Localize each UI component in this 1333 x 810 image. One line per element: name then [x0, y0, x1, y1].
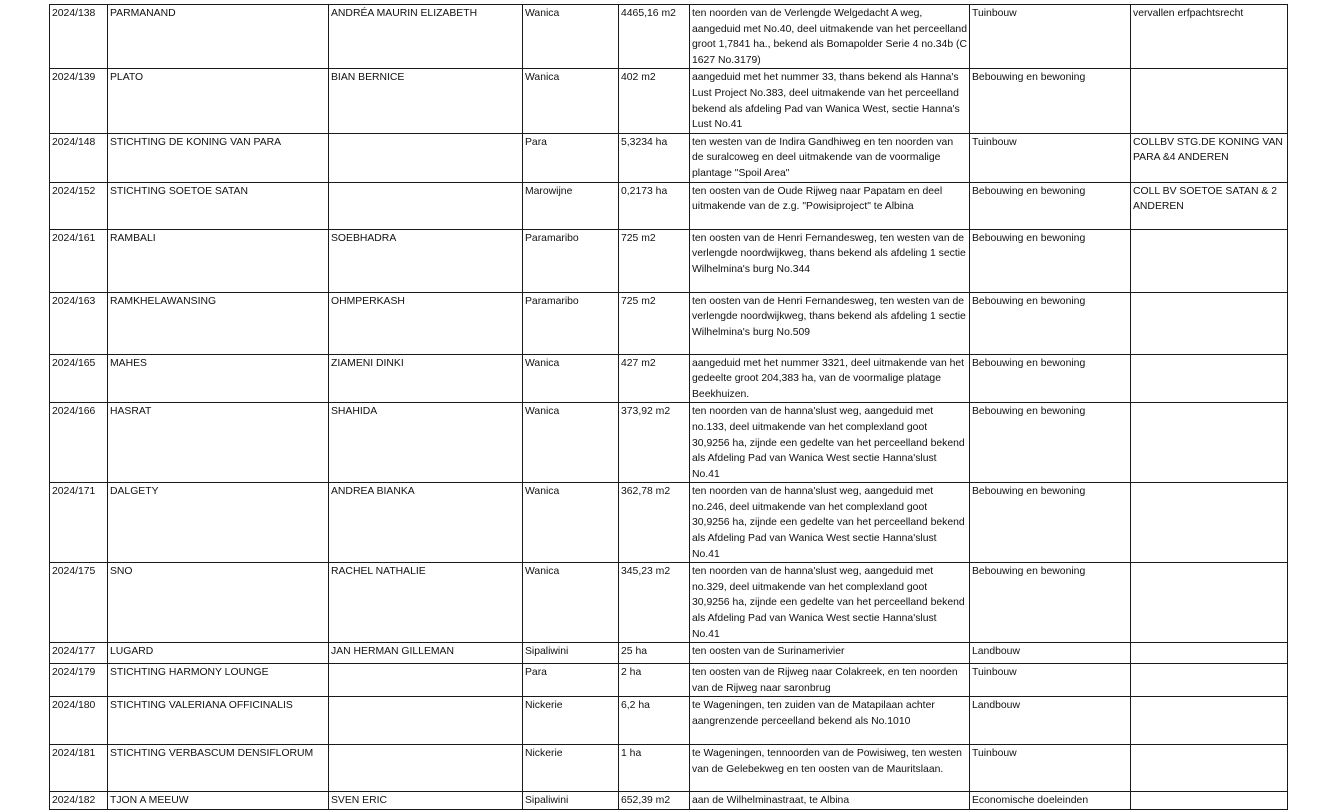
applicant-name-cell: MAHES	[108, 354, 329, 403]
applicant-name-cell: STICHTING HARMONY LOUNGE	[108, 664, 329, 697]
first-names-cell: OHMPERKASH	[329, 292, 523, 354]
file-number-cell: 2024/139	[50, 69, 108, 133]
register-row	[50, 643, 1288, 664]
location-description-cell: ten oosten van de Oude Rijweg naar Papatam en deel uitmakende van de z.g. "Powisiproject" te Albina	[690, 182, 970, 229]
land-use-purpose-cell: Tuinbouw	[970, 133, 1131, 182]
remarks-cell	[1131, 69, 1288, 133]
file-number-cell: 2024/161	[50, 229, 108, 292]
area-cell: 402 m2	[619, 69, 690, 133]
location-description-cell: ten noorden van de hanna'slust weg, aangeduid met no.329, deel uitmakende van het complexland goot 30,9256 ha, zijnde een gedelte van het perceelland bekend als Afdeling Pad van Wanica West sectie Hanna'slust No.41	[690, 563, 970, 643]
applicant-name-cell: STICHTING VALERIANA OFFICINALIS	[108, 697, 329, 745]
first-names-cell: SVEN ERIC	[329, 792, 523, 810]
land-use-purpose-cell: Landbouw	[970, 697, 1131, 745]
area-cell: 5,3234 ha	[619, 133, 690, 182]
land-use-purpose-cell: Bebouwing en bewoning	[970, 483, 1131, 563]
first-names-cell: SOEBHADRA	[329, 229, 523, 292]
first-names-cell: ANDRÉA MAURIN ELIZABETH	[329, 5, 523, 69]
land-use-purpose-cell: Bebouwing en bewoning	[970, 182, 1131, 229]
remarks-cell: vervallen erfpachtsrecht	[1131, 5, 1288, 69]
location-description-cell: te Wageningen, ten zuiden van de Matapilaan achter aangrenzende perceelland bekend als No.1010	[690, 697, 970, 745]
register-row	[50, 229, 1288, 292]
register-row	[50, 745, 1288, 792]
district-cell: Wanica	[523, 403, 619, 483]
register-body	[50, 5, 1288, 810]
applicant-name-cell: RAMBALI	[108, 229, 329, 292]
remarks-cell	[1131, 229, 1288, 292]
remarks-cell	[1131, 664, 1288, 697]
applicant-name-cell: STICHTING SOETOE SATAN	[108, 182, 329, 229]
register-row	[50, 697, 1288, 745]
register-row	[50, 182, 1288, 229]
allocation-register-table	[49, 4, 1288, 810]
area-cell: 25 ha	[619, 643, 690, 664]
remarks-cell	[1131, 354, 1288, 403]
register-row	[50, 664, 1288, 697]
location-description-cell: aangeduid met het nummer 33, thans bekend als Hanna's Lust Project No.383, deel uitmakende van het perceelland bekend als afdeling Pad van Wanica West, sectie Hanna's Lust No.41	[690, 69, 970, 133]
location-description-cell: ten noorden van de Verlengde Welgedacht A weg, aangeduid met No.40, deel uitmakende van het perceelland groot 1,7841 ha., bekend als Bomapolder Serie 4 no.34b (C 1627 No.3179)	[690, 5, 970, 69]
register-row	[50, 292, 1288, 354]
location-description-cell: te Wageningen, tennoorden van de Powisiweg, ten westen van de Gelebekweg en ten oosten van de Mauritslaan.	[690, 745, 970, 792]
location-description-cell: ten oosten van de Henri Fernandesweg, ten westen van de verlengde noordwijkweg, thans bekend als afdeling 1 sectie Wilhelmina's burg No.509	[690, 292, 970, 354]
register-row	[50, 403, 1288, 483]
remarks-cell	[1131, 292, 1288, 354]
land-use-purpose-cell: Bebouwing en bewoning	[970, 292, 1131, 354]
first-names-cell: RACHEL NATHALIE	[329, 563, 523, 643]
remarks-cell	[1131, 483, 1288, 563]
land-use-purpose-cell: Bebouwing en bewoning	[970, 563, 1131, 643]
register-row	[50, 354, 1288, 403]
district-cell: Sipaliwini	[523, 792, 619, 810]
location-description-cell: ten oosten van de Surinamerivier	[690, 643, 970, 664]
applicant-name-cell: PLATO	[108, 69, 329, 133]
first-names-cell: SHAHIDA	[329, 403, 523, 483]
district-cell: Para	[523, 664, 619, 697]
location-description-cell: ten noorden van de hanna'slust weg, aangeduid met no.246, deel uitmakende van het complexland goot 30,9256 ha, zijnde een gedelte van het perceelland bekend als Afdeling Pad van Wanica West sectie Hanna'slust No.41	[690, 483, 970, 563]
remarks-cell	[1131, 697, 1288, 745]
remarks-cell	[1131, 403, 1288, 483]
remarks-cell	[1131, 792, 1288, 810]
land-use-purpose-cell: Tuinbouw	[970, 745, 1131, 792]
file-number-cell: 2024/148	[50, 133, 108, 182]
area-cell: 373,92 m2	[619, 403, 690, 483]
area-cell: 725 m2	[619, 292, 690, 354]
file-number-cell: 2024/166	[50, 403, 108, 483]
district-cell: Wanica	[523, 354, 619, 403]
register-row	[50, 133, 1288, 182]
district-cell: Wanica	[523, 563, 619, 643]
location-description-cell: ten oosten van de Rijweg naar Colakreek, en ten noorden van de Rijweg naar saronbrug	[690, 664, 970, 697]
register-row	[50, 69, 1288, 133]
applicant-name-cell: TJON A MEEUW	[108, 792, 329, 810]
land-use-purpose-cell: Tuinbouw	[970, 664, 1131, 697]
land-use-purpose-cell: Tuinbouw	[970, 5, 1131, 69]
location-description-cell: ten oosten van de Henri Fernandesweg, ten westen van de verlengde noordwijkweg, thans bekend als afdeling 1 sectie Wilhelmina's burg No.344	[690, 229, 970, 292]
district-cell: Sipaliwini	[523, 643, 619, 664]
first-names-cell	[329, 182, 523, 229]
land-use-purpose-cell: Bebouwing en bewoning	[970, 229, 1131, 292]
location-description-cell: aangeduid met het nummer 3321, deel uitmakende van het gedeelte groot 204,383 ha, van de voormalige platage Beekhuizen.	[690, 354, 970, 403]
district-cell: Wanica	[523, 5, 619, 69]
land-use-purpose-cell: Bebouwing en bewoning	[970, 354, 1131, 403]
file-number-cell: 2024/171	[50, 483, 108, 563]
land-use-purpose-cell: Landbouw	[970, 643, 1131, 664]
land-use-purpose-cell: Bebouwing en bewoning	[970, 403, 1131, 483]
area-cell: 345,23 m2	[619, 563, 690, 643]
area-cell: 4465,16 m2	[619, 5, 690, 69]
location-description-cell: ten noorden van de hanna'slust weg, aangeduid met no.133, deel uitmakende van het complexland goot 30,9256 ha, zijnde een gedelte van het perceelland bekend als Afdeling Pad van Wanica West sectie Hanna'slust No.41	[690, 403, 970, 483]
remarks-cell: COLLBV STG.DE KONING VAN PARA &4 ANDEREN	[1131, 133, 1288, 182]
applicant-name-cell: RAMKHELAWANSING	[108, 292, 329, 354]
first-names-cell: BIAN BERNICE	[329, 69, 523, 133]
area-cell: 427 m2	[619, 354, 690, 403]
area-cell: 6,2 ha	[619, 697, 690, 745]
first-names-cell	[329, 697, 523, 745]
district-cell: Wanica	[523, 69, 619, 133]
register-page	[49, 4, 1287, 810]
file-number-cell: 2024/163	[50, 292, 108, 354]
area-cell: 1 ha	[619, 745, 690, 792]
location-description-cell: ten westen van de Indira Gandhiweg en ten noorden van de suralcoweg en deel uitmakende van de voormalige plantage "Spoil Area"	[690, 133, 970, 182]
file-number-cell: 2024/181	[50, 745, 108, 792]
remarks-cell	[1131, 745, 1288, 792]
district-cell: Paramaribo	[523, 229, 619, 292]
file-number-cell: 2024/179	[50, 664, 108, 697]
file-number-cell: 2024/152	[50, 182, 108, 229]
area-cell: 362,78 m2	[619, 483, 690, 563]
area-cell: 725 m2	[619, 229, 690, 292]
first-names-cell	[329, 745, 523, 792]
area-cell: 0,2173 ha	[619, 182, 690, 229]
district-cell: Wanica	[523, 483, 619, 563]
area-cell: 2 ha	[619, 664, 690, 697]
applicant-name-cell: STICHTING VERBASCUM DENSIFLORUM	[108, 745, 329, 792]
first-names-cell	[329, 664, 523, 697]
district-cell: Marowijne	[523, 182, 619, 229]
register-row	[50, 5, 1288, 69]
district-cell: Para	[523, 133, 619, 182]
file-number-cell: 2024/180	[50, 697, 108, 745]
applicant-name-cell: LUGARD	[108, 643, 329, 664]
district-cell: Nickerie	[523, 745, 619, 792]
first-names-cell: JAN HERMAN GILLEMAN	[329, 643, 523, 664]
applicant-name-cell: PARMANAND	[108, 5, 329, 69]
register-row	[50, 792, 1288, 810]
file-number-cell: 2024/182	[50, 792, 108, 810]
area-cell: 652,39 m2	[619, 792, 690, 810]
register-row	[50, 483, 1288, 563]
location-description-cell: aan de Wilhelminastraat, te Albina	[690, 792, 970, 810]
applicant-name-cell: DALGETY	[108, 483, 329, 563]
file-number-cell: 2024/177	[50, 643, 108, 664]
district-cell: Paramaribo	[523, 292, 619, 354]
register-row	[50, 563, 1288, 643]
remarks-cell	[1131, 563, 1288, 643]
remarks-cell: COLL BV SOETOE SATAN & 2 ANDEREN	[1131, 182, 1288, 229]
district-cell: Nickerie	[523, 697, 619, 745]
land-use-purpose-cell: Bebouwing en bewoning	[970, 69, 1131, 133]
applicant-name-cell: STICHTING DE KONING VAN PARA	[108, 133, 329, 182]
file-number-cell: 2024/138	[50, 5, 108, 69]
applicant-name-cell: HASRAT	[108, 403, 329, 483]
first-names-cell	[329, 133, 523, 182]
applicant-name-cell: SNO	[108, 563, 329, 643]
first-names-cell: ANDREA BIANKA	[329, 483, 523, 563]
file-number-cell: 2024/165	[50, 354, 108, 403]
file-number-cell: 2024/175	[50, 563, 108, 643]
first-names-cell: ZIAMENI DINKI	[329, 354, 523, 403]
remarks-cell	[1131, 643, 1288, 664]
land-use-purpose-cell: Economische doeleinden	[970, 792, 1131, 810]
